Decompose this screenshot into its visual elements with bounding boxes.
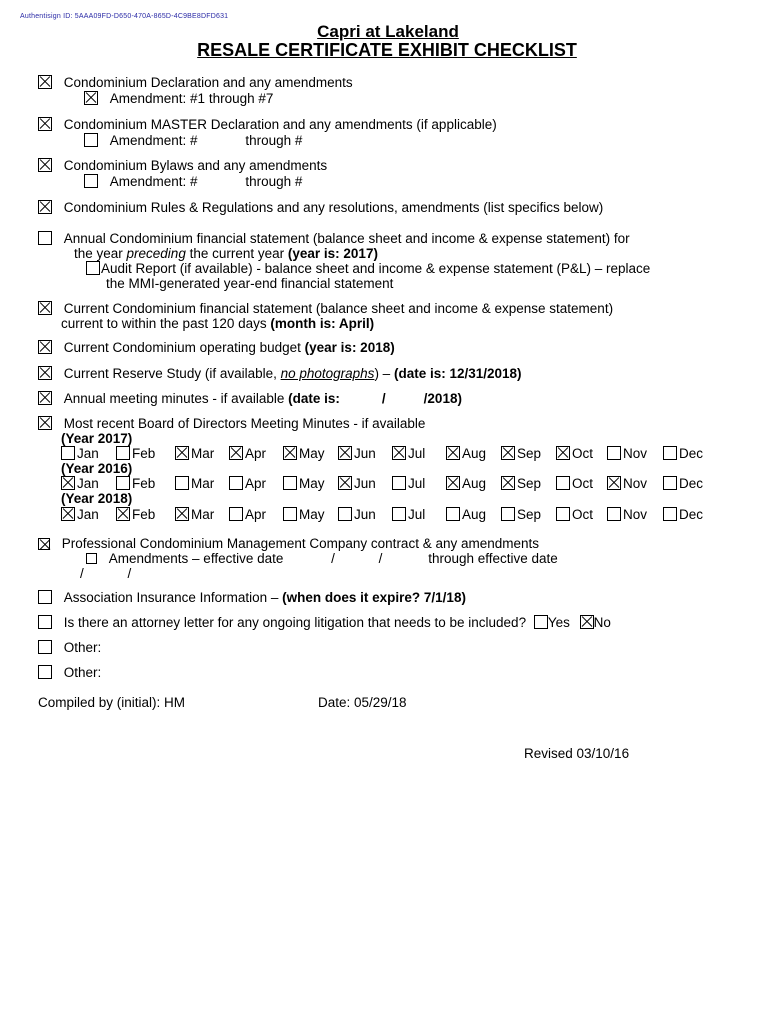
insurance-checkbox[interactable] [38,590,52,604]
month-checkbox[interactable] [116,446,130,460]
month-label: Jan [77,446,99,461]
bylaws-amendment-checkbox[interactable] [84,174,98,188]
management-amendments-checkbox[interactable] [86,553,97,564]
month-checkbox[interactable] [392,476,406,490]
item-other [38,640,101,656]
month-jul [392,507,425,523]
month-label: Jan [77,476,99,491]
item-bylaws [38,158,327,174]
month-feb [116,507,155,523]
month-checkbox[interactable] [338,476,352,490]
month-feb [116,476,155,492]
month-label: Feb [132,507,156,522]
management-amendments [86,551,558,567]
budget-year: (year is: 2018) [304,340,395,355]
item-board-minutes [38,416,425,432]
management-label: Professional Condominium Management Company contract & any amendments [61,536,540,551]
document-title: Capri at Lakeland [317,22,459,41]
month-jul [392,476,425,492]
master-amendment-label: Amendment: # [109,133,198,148]
month-checkbox[interactable] [175,507,189,521]
month-checkbox[interactable] [392,446,406,460]
master-amendment-through: through # [245,133,303,148]
attorney-yes-label: Yes [547,615,570,630]
item-annual-financial [38,231,630,247]
reserve-checkbox[interactable] [38,366,52,380]
month-checkbox[interactable] [116,507,130,521]
month-may [283,446,325,462]
month-checkbox[interactable] [501,507,515,521]
budget-checkbox[interactable] [38,340,52,354]
revised-date: Revised 03/10/16 [524,746,630,761]
month-may [283,507,325,523]
month-checkbox[interactable] [283,507,297,521]
month-label: Oct [572,507,594,522]
board-minutes-checkbox[interactable] [38,416,52,430]
month-label: Mar [191,476,215,491]
month-label: Oct [572,476,594,491]
month-nov [607,507,647,523]
month-mar [175,507,214,523]
month-aug [446,476,486,492]
item-reserve-study [38,366,522,382]
board-year-label: (Year 2018) [61,491,133,506]
management-date-slash: / [331,551,335,566]
month-label: Sep [517,476,542,491]
annual-financial-line2 [74,246,378,262]
board-year-label: (Year 2017) [61,431,133,446]
month-checkbox[interactable] [175,476,189,490]
management-date-slash: / [378,551,383,566]
audit-report-checkbox[interactable] [86,261,100,275]
month-jul [392,446,425,462]
month-label: Dec [679,446,704,461]
month-checkbox[interactable] [663,476,677,490]
month-checkbox[interactable] [446,507,460,521]
month-checkbox[interactable] [61,446,75,460]
other-label: Other: [63,665,102,680]
month-checkbox[interactable] [338,507,352,521]
item-management-contract [38,536,539,552]
month-label: Mar [191,507,215,522]
month-checkbox[interactable] [607,476,621,490]
item-current-financial [38,301,613,317]
month-label: Feb [132,476,156,491]
annual-line2-text-b: the current year [185,246,288,261]
attorney-no-checkbox[interactable] [580,615,594,629]
annual-line2-text: the year [74,246,127,261]
current-month: (month is: April) [270,316,375,331]
month-checkbox[interactable] [229,476,243,490]
month-jun [338,507,376,523]
management-date-slash: / [127,566,132,581]
month-label: Aug [462,507,487,522]
budget-label: Current Condominium operating budget [63,340,305,355]
month-checkbox[interactable] [116,476,130,490]
month-mar [175,446,214,462]
month-sep [501,476,541,492]
minutes-date-year: /2018) [423,391,462,406]
other-checkbox[interactable] [38,640,52,654]
month-sep [501,446,541,462]
item-master-declaration [38,117,497,133]
declaration-label: Condominium Declaration and any amendments [63,75,353,90]
bylaws-amendment-through: through # [245,174,303,189]
month-checkbox[interactable] [61,507,75,521]
month-apr [229,446,266,462]
month-checkbox[interactable] [556,446,570,460]
insurance-label: Association Insurance Information – [63,590,283,605]
month-checkbox[interactable] [501,446,515,460]
month-checkbox[interactable] [501,476,515,490]
month-dec [663,446,703,462]
minutes-date-slash: / [381,391,386,406]
item-annual-minutes [38,391,462,407]
other-checkbox[interactable] [38,665,52,679]
reserve-dash: ) – [374,366,394,381]
rules-label: Condominium Rules & Regulations and any resolutions, amendments (list specifics below) [63,200,604,215]
month-jan [61,507,99,523]
month-label: Feb [132,446,156,461]
month-checkbox[interactable] [556,476,570,490]
month-nov [607,446,647,462]
minutes-checkbox[interactable] [38,391,52,405]
master-amendment [84,133,302,149]
month-label: Sep [517,446,542,461]
declaration-checkbox[interactable] [38,75,52,89]
month-label: Jun [354,476,376,491]
month-label: Aug [462,476,487,491]
bylaws-checkbox[interactable] [38,158,52,172]
attorney-checkbox[interactable] [38,615,52,629]
item-rules [38,200,603,216]
annual-financial-checkbox[interactable] [38,231,52,245]
bylaws-amendment [84,174,302,190]
month-aug [446,507,486,523]
month-label: May [299,446,325,461]
month-label: Jul [408,507,426,522]
month-checkbox[interactable] [175,446,189,460]
month-checkbox[interactable] [229,446,243,460]
minutes-date-label: (date is: [288,391,340,406]
management-checkbox[interactable] [38,538,50,550]
month-feb [116,446,155,462]
month-label: Oct [572,446,594,461]
month-jun [338,476,376,492]
annual-financial-label: Annual Condominium financial statement (balance sheet and income & expense statement) for [63,231,630,246]
board-minutes-label: Most recent Board of Directors Meeting Minutes - if available [63,416,426,431]
month-dec [663,507,703,523]
month-checkbox[interactable] [446,446,460,460]
month-label: Nov [623,476,648,491]
month-apr [229,476,266,492]
month-checkbox[interactable] [446,476,460,490]
month-label: Apr [245,446,267,461]
master-checkbox[interactable] [38,117,52,131]
insurance-expiry: (when does it expire? 7/1/18) [282,590,466,605]
item-insurance [38,590,466,606]
month-checkbox[interactable] [556,507,570,521]
month-checkbox[interactable] [607,446,621,460]
rules-checkbox[interactable] [38,200,52,214]
current-financial-checkbox[interactable] [38,301,52,315]
audit-report-label: Audit Report (if available) - balance sheet and income & expense statement (P&L) – replace [101,261,651,276]
month-label: May [299,507,325,522]
month-checkbox[interactable] [607,507,621,521]
month-label: Dec [679,507,704,522]
annual-year: (year is: 2017) [287,246,378,261]
month-checkbox[interactable] [61,476,75,490]
month-label: Apr [245,507,267,522]
month-label: Aug [462,446,487,461]
month-label: Sep [517,507,542,522]
item-attorney-letter [38,615,611,631]
month-aug [446,446,486,462]
item-budget [38,340,395,356]
reserve-no-photographs: no photographs [280,366,375,381]
compiled-date: Date: 05/29/18 [318,695,407,710]
month-jan [61,446,99,462]
month-label: Jun [354,446,376,461]
month-label: Apr [245,476,267,491]
attorney-label: Is there an attorney letter for any ongoing litigation that needs to be included? [63,615,527,630]
board-year-label: (Year 2016) [61,461,133,476]
management-amendments-label: Amendments – effective date [108,551,284,566]
other-label: Other: [63,640,102,655]
declaration-amendment-label: Amendment: #1 through #7 [109,91,274,106]
declaration-amendment [84,91,273,107]
month-checkbox[interactable] [663,446,677,460]
month-may [283,476,325,492]
reserve-date: (date is: 12/31/2018) [393,366,522,381]
month-checkbox[interactable] [229,507,243,521]
month-checkbox[interactable] [663,507,677,521]
item-declaration [38,75,353,91]
month-jan [61,476,99,492]
declaration-amendment-checkbox[interactable] [84,91,98,105]
master-label: Condominium MASTER Declaration and any amendments (if applicable) [63,117,497,132]
month-checkbox[interactable] [283,476,297,490]
month-checkbox[interactable] [392,507,406,521]
month-label: Dec [679,476,704,491]
month-label: Jul [408,476,426,491]
month-oct [556,507,593,523]
attorney-no-label: No [593,615,611,630]
month-label: May [299,476,325,491]
month-nov [607,476,647,492]
month-label: Mar [191,446,215,461]
item-other [38,665,101,681]
month-label: Jan [77,507,99,522]
management-date-slash: / [80,566,84,581]
current-financial-line2 [61,316,374,332]
month-label: Jun [354,507,376,522]
month-checkbox[interactable] [283,446,297,460]
month-jun [338,446,376,462]
master-amendment-checkbox[interactable] [84,133,98,147]
audit-report [86,261,650,277]
authentisign-id: Authentisign ID: 5AAA09FD-D650-470A-865D-4C9BE8DFD631 [20,13,229,20]
reserve-label: Current Reserve Study (if available, [63,366,281,381]
current-line2-text: current to within the past 120 days [61,316,271,331]
month-label: Nov [623,507,648,522]
bylaws-label: Condominium Bylaws and any amendments [63,158,328,173]
audit-report-line2: the MMI-generated year-end financial statement [106,276,394,291]
month-dec [663,476,703,492]
month-oct [556,446,593,462]
current-financial-label: Current Condominium financial statement (balance sheet and income & expense statement) [63,301,614,316]
month-label: Nov [623,446,648,461]
month-checkbox[interactable] [338,446,352,460]
month-apr [229,507,266,523]
month-mar [175,476,214,492]
month-label: Jul [408,446,426,461]
bylaws-amendment-label: Amendment: # [109,174,198,189]
management-through-label: through effective date [428,551,558,566]
annual-line2-emphasis: preceding [126,246,186,261]
minutes-label: Annual meeting minutes - if available [63,391,289,406]
document-subtitle: RESALE CERTIFICATE EXHIBIT CHECKLIST [197,40,577,60]
compiled-by: Compiled by (initial): HM [38,695,186,710]
month-sep [501,507,541,523]
month-oct [556,476,593,492]
management-through-date [80,566,131,582]
attorney-yes-checkbox[interactable] [534,615,548,629]
